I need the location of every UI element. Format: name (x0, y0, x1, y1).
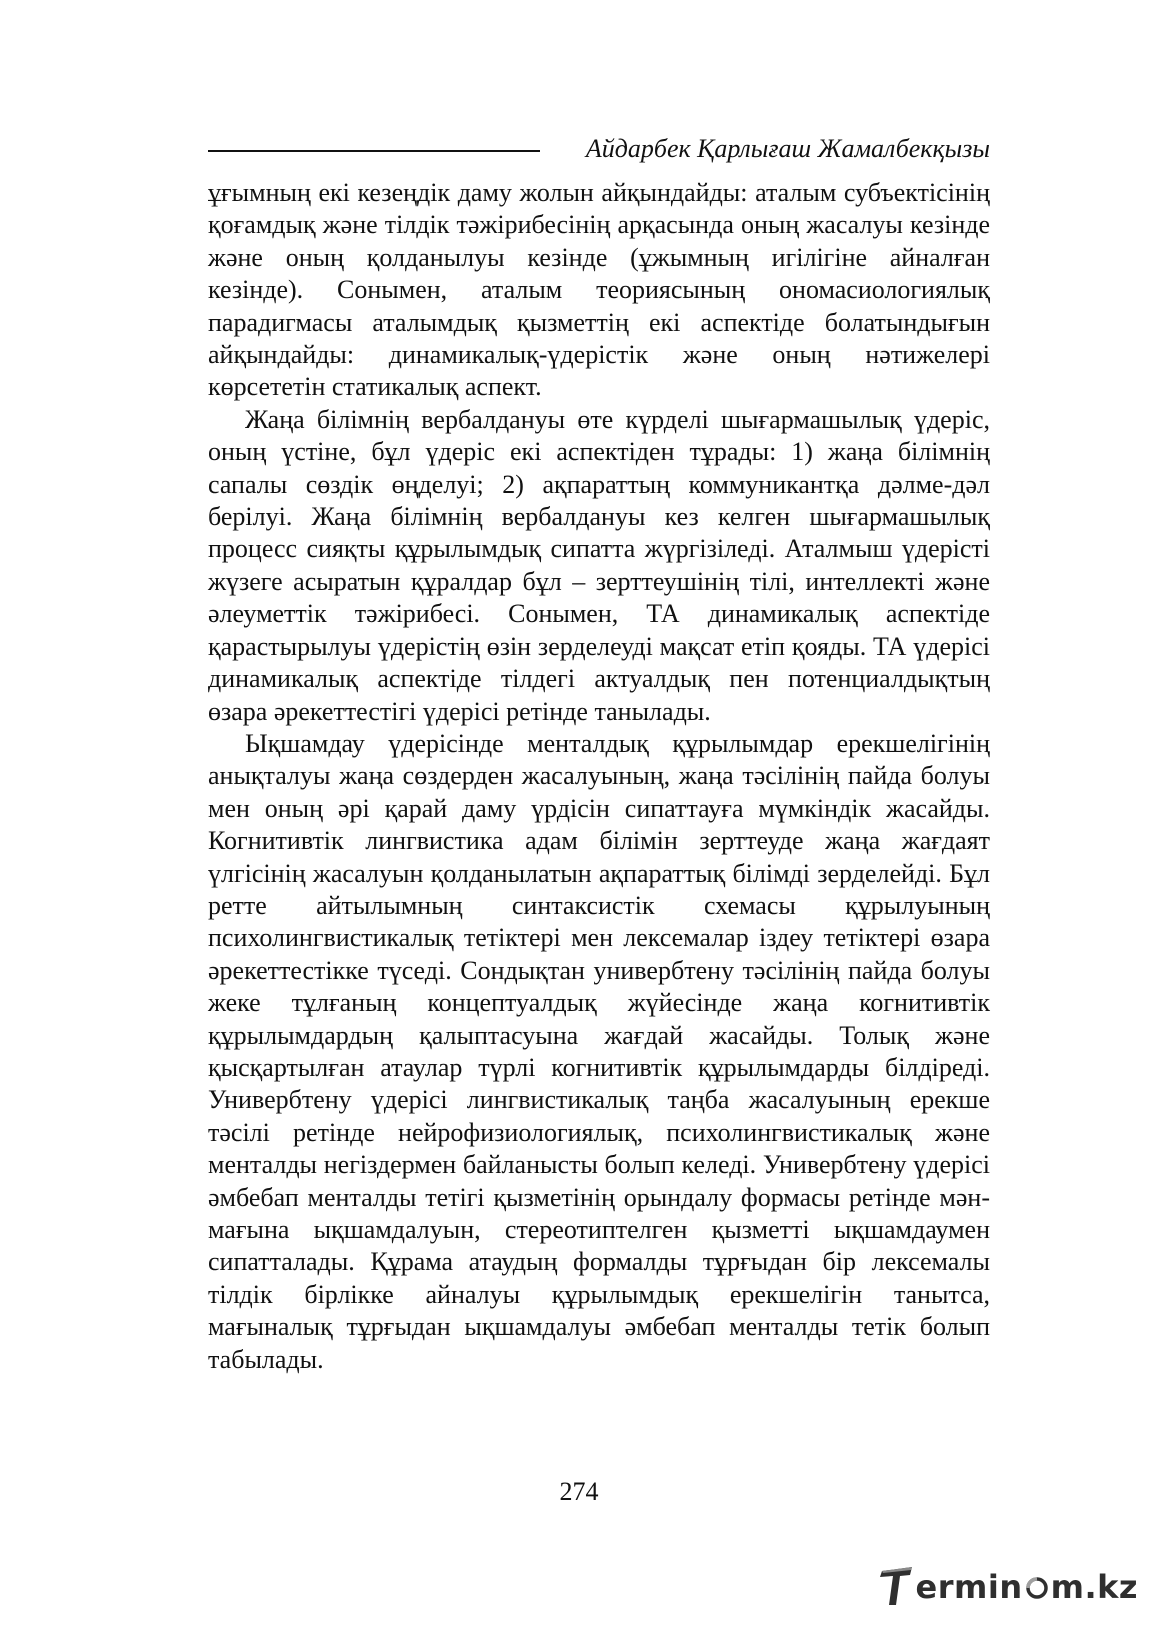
running-header (208, 132, 990, 172)
watermark-t-icon (880, 1565, 914, 1609)
paragraph-continuation: ұғымның екі кезеңдік даму жолын айқындайды: аталым субъектісінің қоғамдық және тілдік тәжірибесінің арқасында оның жасалуы кезінде және оның қолданылуы кезінде (ұжымның игілігіне айналған кезінде). Сонымен, аталым теориясының ономасиологиялық парадигмасы аталымдық қызметтің екі аспектіде болатындығын айқындайды: динамикалық-үдерістік және оның нәтижелері көрсететін статикалық аспект. (208, 178, 990, 402)
header-rule (208, 150, 540, 152)
paragraph-compression: Ықшамдау үдерісінде менталдық құрылымдар ерекшелігінің анықталуы жаңа сөздерден жасалуының, жаңа тәсілінің пайда болуы мен оның әрі қарай даму үрдісін сипаттауға мүмкіндік жасайды. Когнитивтік лингвистика адам білімін зерттеуде жаңа жағдаят үлгісінің жасалуын қолданылатын ақпараттық білімді зерделейді. Бұл ретте айтылымның синтаксистік схемасы құрылуының психолингвистикалық тетіктері мен лексемалар іздеу тетіктері өзара әрекеттестікке түседі. Сондықтан универбтену тәсілінің пайда болуы жеке тұлғаның концептуалдық жүйесінде жаңа когнитивтік құрылымдардың қалыптасуына жағдай жасайды. Толық және қысқартылған атаулар түрлі когнитивтік құрылымдарды білдіреді. Универбтену үдерісі лингвистикалық таңба жасалуының ерекше тәсілі ретінде нейрофизиологиялық, психолингвистикалық және менталды негіздермен байланысты болып келеді. Универбтену үдерісі әмбебап менталды тетігі қызметінің орындалу формасы ретінде мән-мағына ықшамдалуын, стереотиптелген қызметті ықшамдаумен сипатталады. Құрама атаудың формалды тұрғыдан бір лексемалы тілдік бірлікке айналуы құрылымдық ерекшелігін танытса, мағыналық тұрғыдан ықшамдалуы әмбебап менталды тетік болып табылады. (208, 728, 990, 1374)
header-author: Айдарбек Қарлығаш Жамалбекқызы (585, 134, 990, 163)
watermark-text-after: m.kz (1050, 1568, 1138, 1606)
body-text (208, 177, 990, 1376)
paragraph-verbalization: Жаңа білімнің вербалдануы өте күрделі шығармашылық үдеріс, оның үстіне, бұл үдеріс екі аспектіден тұрады: 1) жаңа білімнің сапалы сөздік өңделуі; 2) ақпараттың коммуникантқа дәлме-дәл берілуі. Жаңа білімнің вербалдануы кез келген шығармашылық процесс сияқты құрылымдық сипатта жүргізіледі. Аталмыш үдерісті жүзеге асыратын құралдар бұл – зерттеушінің тілі, интеллекті және әлеуметтік тәжірибесі. Сонымен, ТА динамикалық аспектіде қарастырылуы үдерістің өзін зерделеуді мақсат етіп қояды. ТА үдерісі динамикалық аспектіде тілдегі актуалдық пен потенциалдықтың өзара әрекеттестігі үдерісі ретінде танылады. (208, 404, 990, 726)
watermark-logo (880, 1559, 1138, 1615)
watermark-text-before: ermin (915, 1568, 1023, 1606)
page-number: 274 (559, 1477, 599, 1506)
watermark-o-icon (1024, 1574, 1050, 1600)
